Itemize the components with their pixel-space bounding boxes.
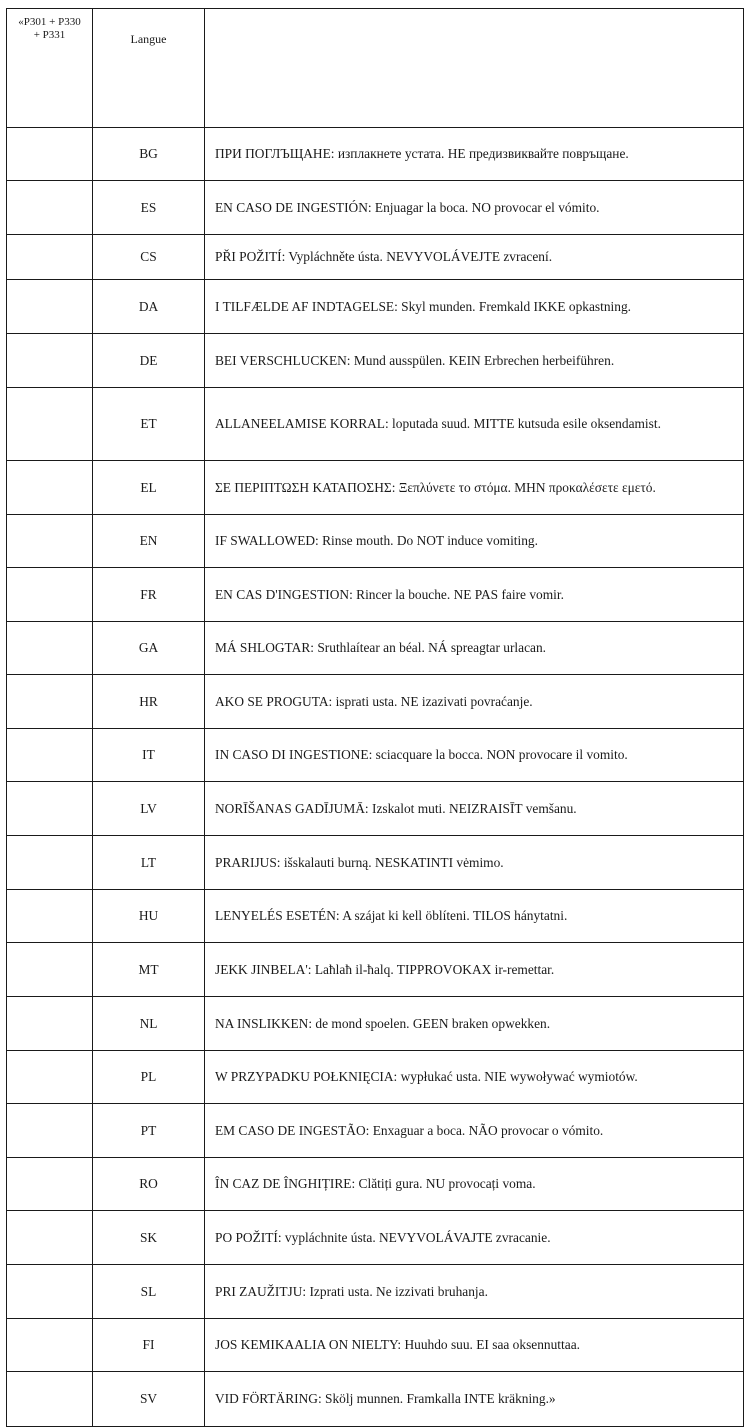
statement-text-cell: EN CASO DE INGESTIÓN: Enjuagar la boca. NO provocar el vómito. bbox=[205, 181, 744, 235]
statement-text-cell: ПРИ ПОГЛЪЩАНЕ: изплакнете устата. НЕ предизвиквайте повръщане. bbox=[205, 128, 744, 181]
language-code-cell: SV bbox=[93, 1372, 205, 1427]
code-cell bbox=[7, 334, 93, 388]
statement-text-cell: PO POŽITÍ: vypláchnite ústa. NEVYVOLÁVAJTE zvracanie. bbox=[205, 1211, 744, 1265]
table-row bbox=[7, 1319, 744, 1372]
language-code-cell: RO bbox=[93, 1158, 205, 1211]
code-cell bbox=[7, 280, 93, 334]
language-code-cell: FR bbox=[93, 568, 205, 622]
table-row bbox=[7, 622, 744, 675]
language-code-cell: EL bbox=[93, 461, 205, 515]
statement-text-cell: JEKK JINBELA': Laħlaħ il-ħalq. TIPPROVOKAX ir-remettar. bbox=[205, 943, 744, 997]
code-cell bbox=[7, 1104, 93, 1158]
statement-text-cell: MÁ SHLOGTAR: Sruthlaítear an béal. NÁ spreagtar urlacan. bbox=[205, 622, 744, 675]
statement-text-cell: PŘI POŽITÍ: Vypláchněte ústa. NEVYVOLÁVEJTE zvracení. bbox=[205, 235, 744, 280]
code-cell bbox=[7, 235, 93, 280]
document-page bbox=[6, 8, 743, 1427]
code-cell bbox=[7, 1319, 93, 1372]
language-code-cell: IT bbox=[93, 729, 205, 782]
statement-text-cell: LENYELÉS ESETÉN: A szájat ki kell öblíteni. TILOS hánytatni. bbox=[205, 890, 744, 943]
precautionary-statements-table bbox=[6, 8, 744, 1427]
table-row bbox=[7, 388, 744, 461]
language-code-cell: PL bbox=[93, 1051, 205, 1104]
language-code-cell: ET bbox=[93, 388, 205, 461]
language-code-cell: SK bbox=[93, 1211, 205, 1265]
statement-text-cell: IN CASO DI INGESTIONE: sciacquare la bocca. NON provocare il vomito. bbox=[205, 729, 744, 782]
statement-text-cell: AKO SE PROGUTA: isprati usta. NE izazivati povraćanje. bbox=[205, 675, 744, 729]
table-row bbox=[7, 782, 744, 836]
code-cell bbox=[7, 675, 93, 729]
code-cell bbox=[7, 836, 93, 890]
table-row bbox=[7, 515, 744, 568]
language-code-cell: HU bbox=[93, 890, 205, 943]
table-row bbox=[7, 1265, 744, 1319]
language-code-cell: CS bbox=[93, 235, 205, 280]
table-row bbox=[7, 836, 744, 890]
table-row bbox=[7, 943, 744, 997]
statement-text-cell: ALLANEELAMISE KORRAL: loputada suud. MITTE kutsuda esile oksendamist. bbox=[205, 388, 744, 461]
code-cell bbox=[7, 1051, 93, 1104]
statement-text-cell: ΣΕ ΠΕΡΙΠΤΩΣΗ ΚΑΤΑΠΟΣΗΣ: Ξεπλύνετε το στόμα. ΜΗΝ προκαλέσετε εμετό. bbox=[205, 461, 744, 515]
statement-text-cell: JOS KEMIKAALIA ON NIELTY: Huuhdo suu. EI saa oksennuttaa. bbox=[205, 1319, 744, 1372]
code-cell bbox=[7, 1211, 93, 1265]
statement-text-cell: VID FÖRTÄRING: Skölj munnen. Framkalla INTE kräkning.» bbox=[205, 1372, 744, 1427]
header-text-cell bbox=[205, 9, 744, 128]
statement-text-cell: EN CAS D'INGESTION: Rincer la bouche. NE PAS faire vomir. bbox=[205, 568, 744, 622]
table-row bbox=[7, 235, 744, 280]
code-cell bbox=[7, 181, 93, 235]
table-row bbox=[7, 890, 744, 943]
statement-text-cell: NORĪŠANAS GADĪJUMĀ: Izskalot muti. NEIZRAISĪT vemšanu. bbox=[205, 782, 744, 836]
language-code-cell: NL bbox=[93, 997, 205, 1051]
language-code-cell: BG bbox=[93, 128, 205, 181]
language-code-cell: FI bbox=[93, 1319, 205, 1372]
statement-text-cell: PRARIJUS: išskalauti burną. NESKATINTI vėmimo. bbox=[205, 836, 744, 890]
code-cell bbox=[7, 461, 93, 515]
language-code-cell: GA bbox=[93, 622, 205, 675]
header-code-cell: «P301 + P330 + P331 bbox=[7, 9, 93, 128]
code-cell bbox=[7, 943, 93, 997]
table-row bbox=[7, 181, 744, 235]
code-cell bbox=[7, 1265, 93, 1319]
language-code-cell: EN bbox=[93, 515, 205, 568]
table-row bbox=[7, 1211, 744, 1265]
language-code-cell: HR bbox=[93, 675, 205, 729]
statement-text-cell: EM CASO DE INGESTÃO: Enxaguar a boca. NÃO provocar o vómito. bbox=[205, 1104, 744, 1158]
table-row bbox=[7, 1158, 744, 1211]
statement-text-cell: NA INSLIKKEN: de mond spoelen. GEEN braken opwekken. bbox=[205, 997, 744, 1051]
table-row bbox=[7, 334, 744, 388]
language-code-cell: DA bbox=[93, 280, 205, 334]
table-row bbox=[7, 1104, 744, 1158]
statement-text-cell: W PRZYPADKU POŁKNIĘCIA: wypłukać usta. NIE wywoływać wymiotów. bbox=[205, 1051, 744, 1104]
language-code-cell: ES bbox=[93, 181, 205, 235]
table-row bbox=[7, 461, 744, 515]
table-row bbox=[7, 675, 744, 729]
statement-text-cell: IF SWALLOWED: Rinse mouth. Do NOT induce vomiting. bbox=[205, 515, 744, 568]
table-header-row bbox=[7, 9, 744, 128]
language-code-cell: DE bbox=[93, 334, 205, 388]
language-code-cell: LV bbox=[93, 782, 205, 836]
code-cell bbox=[7, 515, 93, 568]
code-cell bbox=[7, 729, 93, 782]
language-code-cell: PT bbox=[93, 1104, 205, 1158]
statement-text-cell: PRI ZAUŽITJU: Izprati usta. Ne izzivati bruhanja. bbox=[205, 1265, 744, 1319]
code-cell bbox=[7, 388, 93, 461]
table-row bbox=[7, 729, 744, 782]
code-cell bbox=[7, 1158, 93, 1211]
code-cell bbox=[7, 782, 93, 836]
code-cell bbox=[7, 128, 93, 181]
table-body bbox=[7, 9, 744, 1427]
code-cell bbox=[7, 890, 93, 943]
language-code-cell: LT bbox=[93, 836, 205, 890]
table-row bbox=[7, 1372, 744, 1427]
table-row bbox=[7, 128, 744, 181]
table-row bbox=[7, 1051, 744, 1104]
table-row bbox=[7, 568, 744, 622]
language-code-cell: MT bbox=[93, 943, 205, 997]
table-row bbox=[7, 280, 744, 334]
code-cell bbox=[7, 622, 93, 675]
code-cell bbox=[7, 997, 93, 1051]
code-cell bbox=[7, 568, 93, 622]
code-cell bbox=[7, 1372, 93, 1427]
statement-text-cell: BEI VERSCHLUCKEN: Mund ausspülen. KEIN Erbrechen herbeiführen. bbox=[205, 334, 744, 388]
statement-text-cell: ÎN CAZ DE ÎNGHIȚIRE: Clătiți gura. NU provocați voma. bbox=[205, 1158, 744, 1211]
statement-text-cell: I TILFÆLDE AF INDTAGELSE: Skyl munden. Fremkald IKKE opkastning. bbox=[205, 280, 744, 334]
header-language-cell: Langue bbox=[93, 9, 205, 128]
language-code-cell: SL bbox=[93, 1265, 205, 1319]
table-row bbox=[7, 997, 744, 1051]
